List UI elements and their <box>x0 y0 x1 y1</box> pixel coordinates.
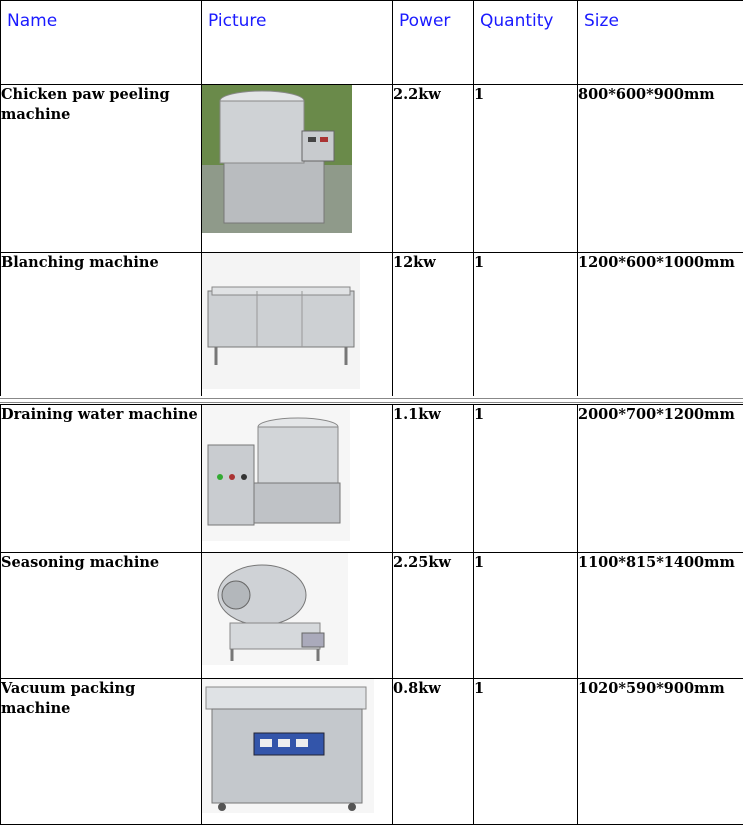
row-name: Vacuum packing machine <box>1 679 202 825</box>
equipment-table-part2 <box>0 404 743 825</box>
header-name: Name <box>1 1 202 85</box>
vacuum-packing-machine-photo <box>202 679 393 825</box>
draining-machine-photo <box>202 405 393 553</box>
peeling-machine-photo <box>202 85 393 253</box>
row-power: 2.2kw <box>393 85 474 253</box>
row-size: 1200*600*1000mm <box>578 253 743 397</box>
equipment-table-part1 <box>0 0 743 397</box>
row-power: 0.8kw <box>393 679 474 825</box>
row-quantity: 1 <box>474 679 578 825</box>
row-name: Chicken paw peeling machine <box>1 85 202 253</box>
row-name: Draining water machine <box>1 405 202 553</box>
row-size: 1100*815*1400mm <box>578 553 743 679</box>
row-power: 1.1kw <box>393 405 474 553</box>
header-quantity: Quantity <box>474 1 578 85</box>
row-power: 12kw <box>393 253 474 397</box>
table-row <box>1 405 743 553</box>
table-row <box>1 553 743 679</box>
row-quantity: 1 <box>474 253 578 397</box>
row-size: 1020*590*900mm <box>578 679 743 825</box>
table-row <box>1 679 743 825</box>
header-size: Size <box>578 1 743 85</box>
row-name: Seasoning machine <box>1 553 202 679</box>
table-row <box>1 253 743 397</box>
header-power: Power <box>393 1 474 85</box>
row-name: Blanching machine <box>1 253 202 397</box>
header-picture: Picture <box>202 1 393 85</box>
blanching-machine-photo <box>202 253 393 397</box>
seasoning-machine-photo <box>202 553 393 679</box>
row-size: 2000*700*1200mm <box>578 405 743 553</box>
table-separator <box>0 396 743 404</box>
table-row <box>1 85 743 253</box>
row-quantity: 1 <box>474 85 578 253</box>
row-quantity: 1 <box>474 405 578 553</box>
header-row <box>1 1 743 85</box>
row-size: 800*600*900mm <box>578 85 743 253</box>
row-power: 2.25kw <box>393 553 474 679</box>
row-quantity: 1 <box>474 553 578 679</box>
